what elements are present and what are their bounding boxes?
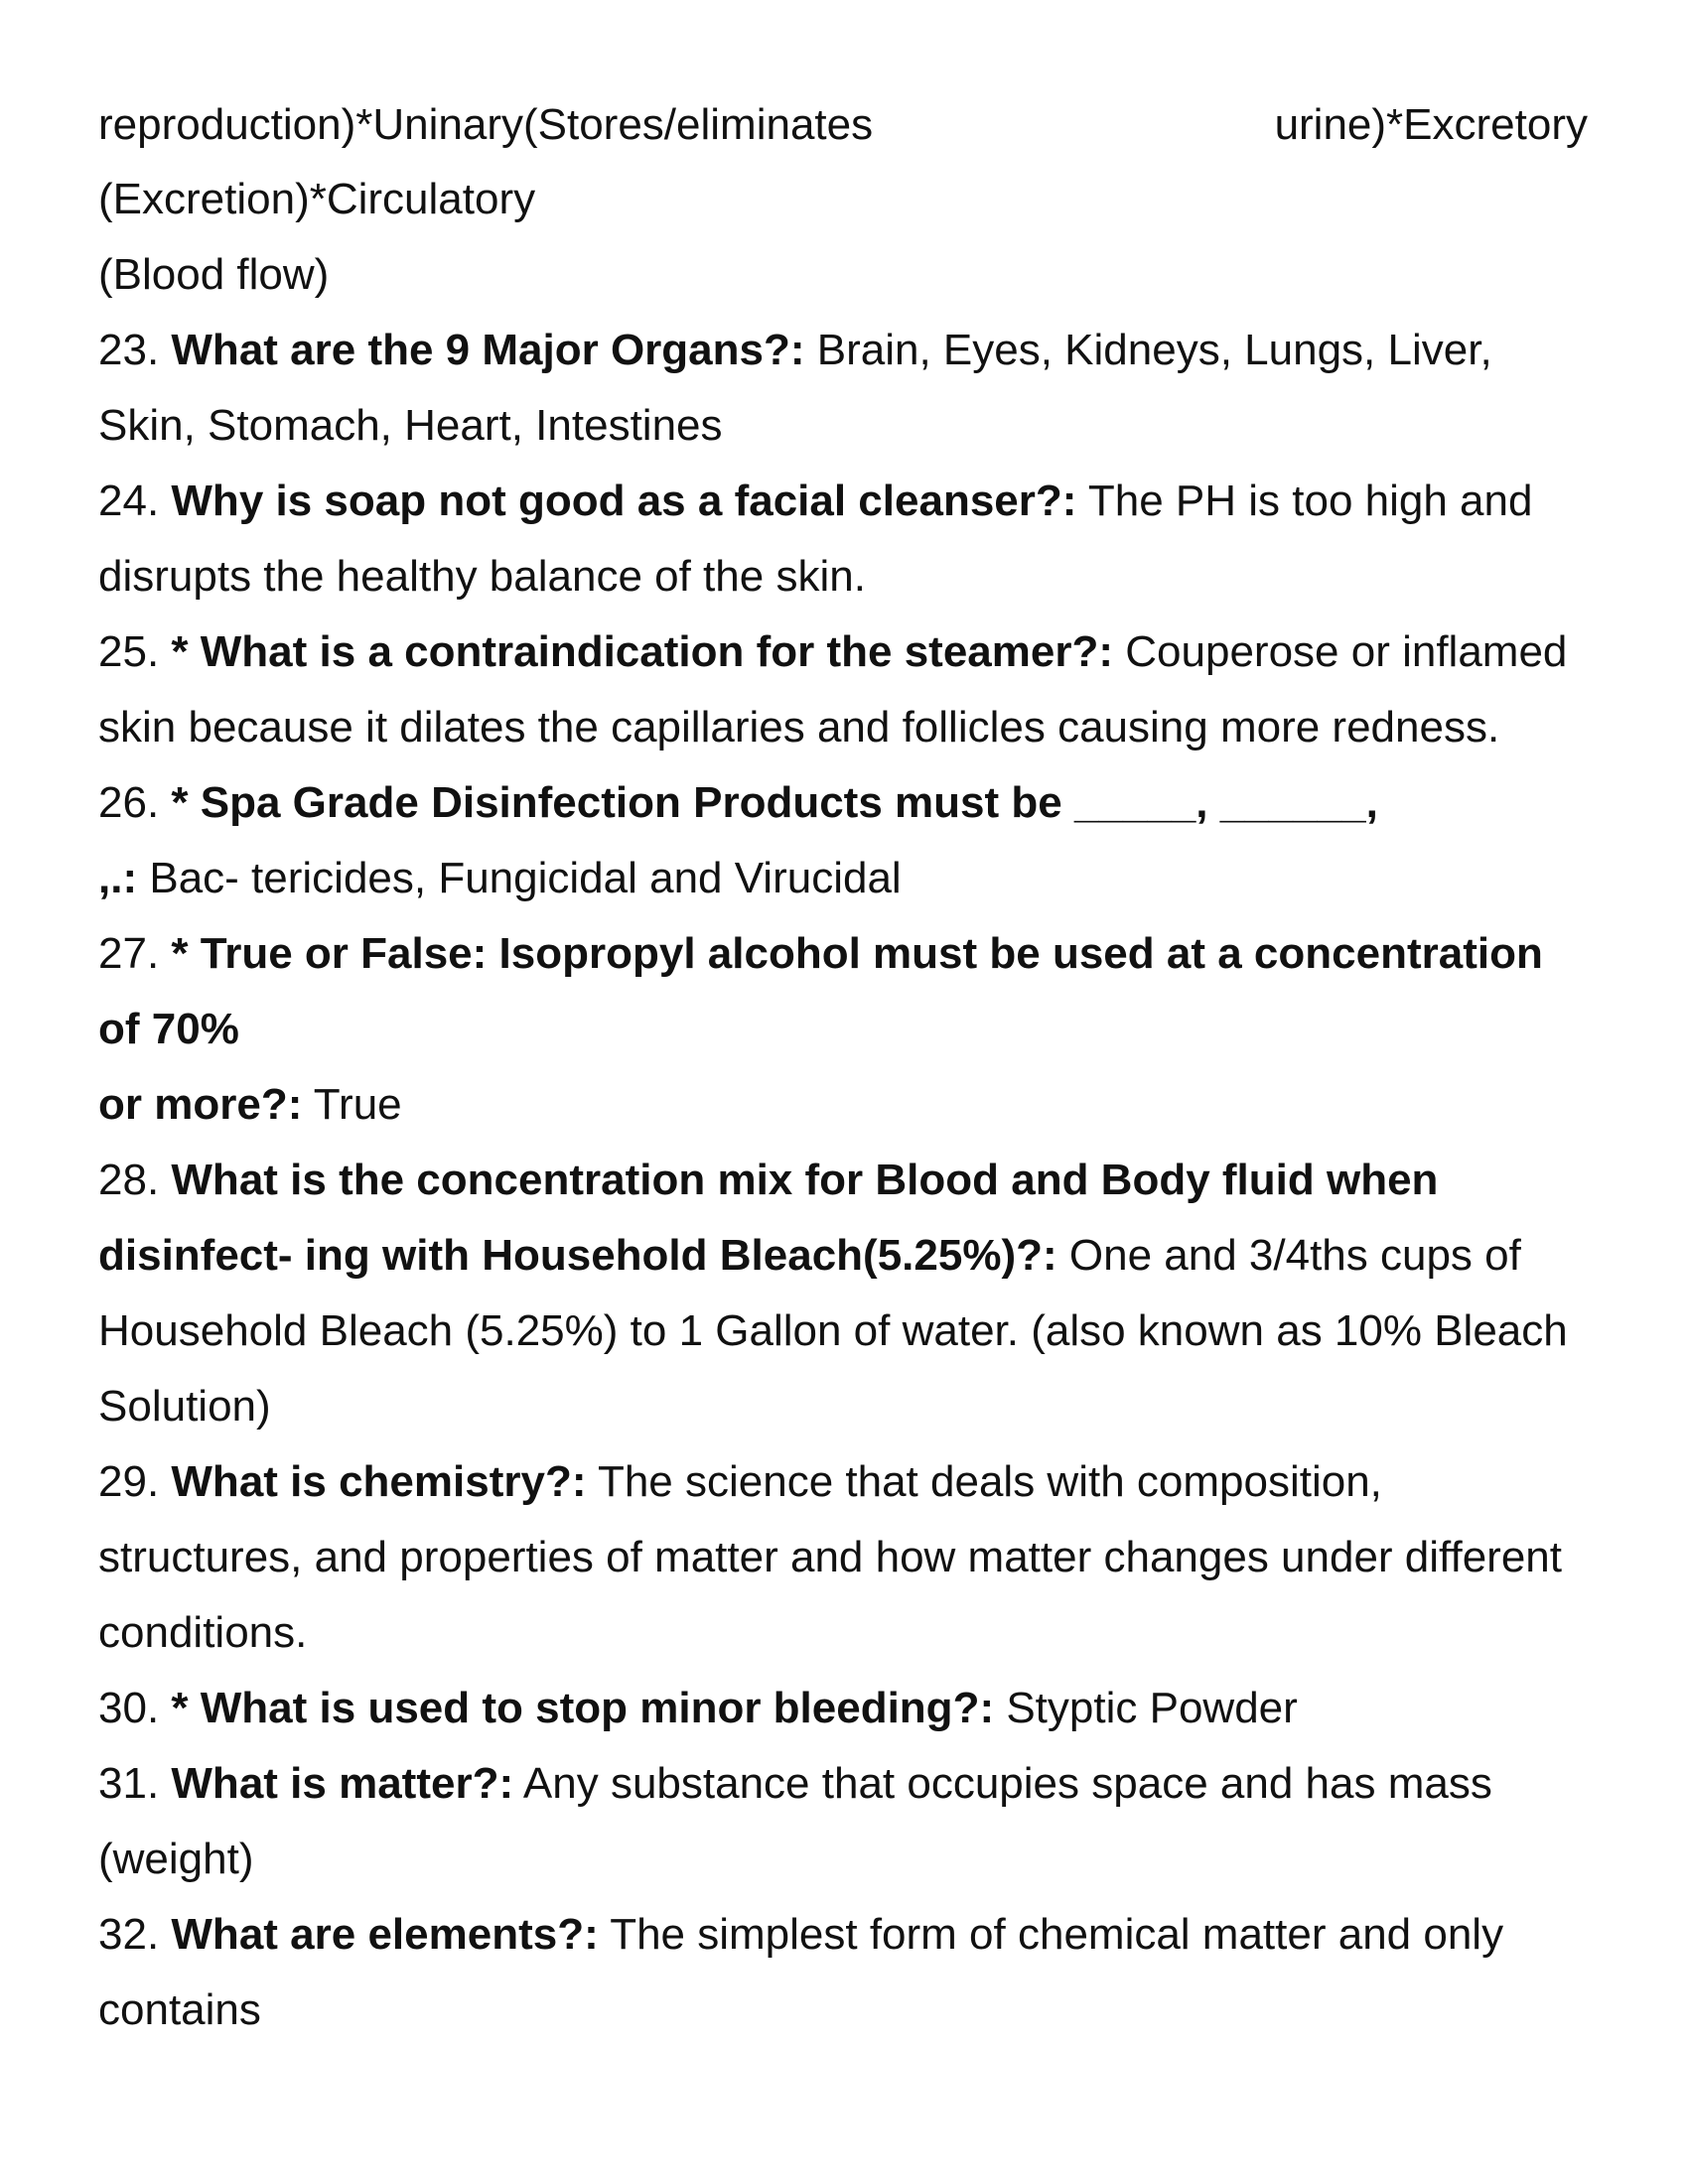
item-32 (98, 1909, 1588, 1961)
item-25 (98, 626, 1588, 678)
item-31-cont: (weight) (98, 1835, 254, 1883)
answer-text: The PH is too high and (1087, 477, 1533, 525)
item-number: 28. (98, 1156, 160, 1204)
question-text: What is chemistry?: (171, 1457, 587, 1506)
question-text-cont: ,.: (98, 854, 138, 902)
line-1-right: urine)*Excretory (1274, 100, 1588, 149)
question-text-cont: disinfect- ing with Household Bleach(5.25%)?: (98, 1231, 1057, 1280)
item-number: 27. (98, 929, 160, 978)
item-number: 32. (98, 1910, 160, 1959)
item-28-cont-2: Household Bleach (5.25%) to 1 Gallon of water. (also known as 10% Bleach (98, 1306, 1568, 1355)
star-marker: * (171, 929, 189, 978)
question-text: What is the concentration mix for Blood and Body fluid when (171, 1156, 1439, 1204)
item-29-cont: structures, and properties of matter and how matter changes under different (98, 1533, 1562, 1581)
item-28 (98, 1155, 1588, 1206)
item-number: 26. (98, 778, 160, 827)
star-marker: * (171, 627, 189, 676)
answer-text: Any substance that occupies space and has mass (522, 1759, 1492, 1808)
item-27-cont-2 (98, 1079, 1588, 1131)
item-number: 23. (98, 326, 160, 374)
item-27-cont: of 70% (98, 1005, 239, 1053)
question-text: Why is soap not good as a facial cleanser?: (171, 477, 1077, 525)
text-line-1 (98, 99, 1588, 151)
item-26 (98, 777, 1588, 829)
item-number: 29. (98, 1457, 160, 1506)
star-marker: * (171, 778, 189, 827)
item-number: 24. (98, 477, 160, 525)
item-28-cont-3: Solution) (98, 1382, 271, 1431)
star-marker: * (171, 1684, 189, 1732)
answer-text: Couperose or inflamed (1125, 627, 1568, 676)
question-text: What is used to stop minor bleeding?: (200, 1684, 995, 1732)
question-text: True or False: Isopropyl alcohol must be used at a concentration (200, 929, 1543, 978)
answer-text: Brain, Eyes, Kidneys, Lungs, Liver, (816, 326, 1492, 374)
line-1-left: reproduction)*Uninary(Stores/eliminates (98, 100, 874, 149)
answer-text: Styptic Powder (1006, 1684, 1298, 1732)
answer-text: True (313, 1080, 402, 1129)
item-23 (98, 325, 1588, 376)
text-line-2: (Excretion)*Circulatory (98, 175, 536, 223)
item-23-cont: Skin, Stomach, Heart, Intestines (98, 401, 723, 450)
answer-text: Bac- tericides, Fungicidal and Virucidal (149, 854, 902, 902)
item-32-cont: contains (98, 1985, 261, 2034)
answer-text: One and 3/4ths cups of (1068, 1231, 1521, 1280)
item-26-cont (98, 853, 1588, 904)
item-29-cont-2: conditions. (98, 1608, 308, 1657)
answer-text: The science that deals with composition, (597, 1457, 1382, 1506)
question-text: What is matter?: (171, 1759, 514, 1808)
question-text: What is a contraindication for the steamer?: (200, 627, 1114, 676)
item-30 (98, 1683, 1588, 1734)
item-number: 25. (98, 627, 160, 676)
question-text: Spa Grade Disinfection Products must be _____, ______, (200, 778, 1378, 827)
item-24-cont: disrupts the healthy balance of the skin. (98, 552, 866, 601)
item-number: 30. (98, 1684, 160, 1732)
question-text-cont: or more?: (98, 1080, 303, 1129)
text-line-3: (Blood flow) (98, 250, 330, 299)
question-text: What are elements?: (171, 1910, 599, 1959)
item-24 (98, 476, 1588, 527)
item-31 (98, 1758, 1588, 1810)
item-27 (98, 928, 1588, 980)
question-text: What are the 9 Major Organs?: (171, 326, 805, 374)
item-25-cont: skin because it dilates the capillaries and follicles causing more redness. (98, 703, 1500, 751)
item-number: 31. (98, 1759, 160, 1808)
item-28-cont (98, 1230, 1588, 1282)
answer-text: The simplest form of chemical matter and only (610, 1910, 1504, 1959)
item-29 (98, 1456, 1588, 1508)
